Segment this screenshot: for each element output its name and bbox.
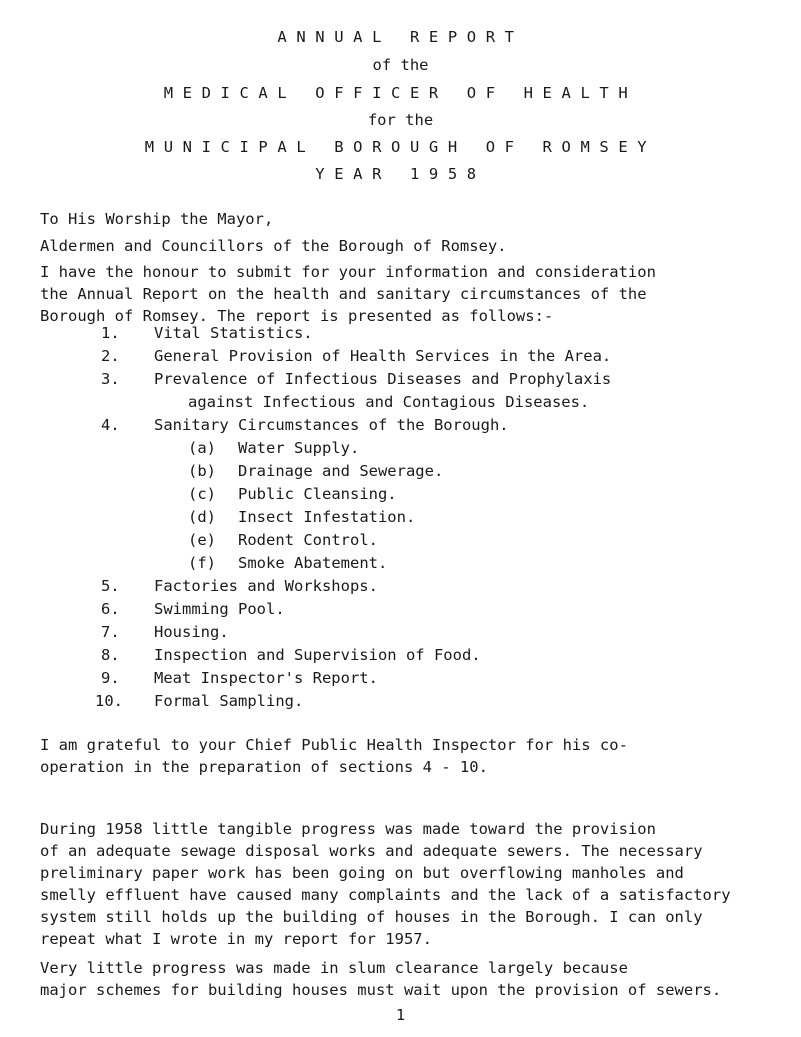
title-for-the: for the xyxy=(367,111,434,129)
list-item: 1. Vital Statistics. xyxy=(101,324,313,342)
salutation-line-1: To His Worship the Mayor, xyxy=(40,210,274,228)
progress-paragraph: During 1958 little tangible progress was made toward the provision of an adequate sewage disposal works and adequate sewers. The necessary preliminary paper work has been going on but overflowing manholes and smelly effluent have caused many complaints and the lack of a satisfactory system still holds up the building of houses in the Borough. I can only repeat what I wrote in my report for 1957. xyxy=(40,820,731,948)
salutation-line-2: Aldermen and Councillors of the Borough of Romsey. xyxy=(40,237,507,255)
list-item: 5. Factories and Workshops. xyxy=(101,577,378,595)
list-item: 9. Meat Inspector's Report. xyxy=(101,669,378,687)
list-item: 7. Housing. xyxy=(101,623,229,641)
page-number: 1 xyxy=(395,1006,406,1024)
slum-clearance-paragraph: Very little progress was made in slum clearance largely because major schemes for building houses must wait upon the provision of sewers. xyxy=(40,959,722,999)
list-subitem: (b) Drainage and Sewerage. xyxy=(188,462,444,480)
list-subitem: (e) Rodent Control. xyxy=(188,531,378,549)
list-item: 3. Prevalence of Infectious Diseases and Prophylaxis xyxy=(101,370,612,388)
list-subitem: (a) Water Supply. xyxy=(188,439,360,457)
list-item-continuation: against Infectious and Contagious Diseases. xyxy=(188,393,590,411)
intro-paragraph: I have the honour to submit for your information and consideration the Annual Report on the health and sanitary circumstances of the Borough of Romsey. The report is presented as follows:- xyxy=(40,263,656,325)
list-item: 6. Swimming Pool. xyxy=(101,600,285,618)
list-item: 8. Inspection and Supervision of Food. xyxy=(101,646,481,664)
title-year: YEAR 1958 xyxy=(315,165,486,183)
list-subitem: (f) Smoke Abatement. xyxy=(188,554,388,572)
title-medical-officer: MEDICAL OFFICER OF HEALTH xyxy=(163,84,638,102)
title-municipal-borough: MUNICIPAL BOROUGH OF ROMSEY xyxy=(144,138,657,156)
gratitude-paragraph: I am grateful to your Chief Public Health Inspector for his co- operation in the preparation of sections 4 - 10. xyxy=(40,736,628,776)
title-of-the: of the xyxy=(372,56,429,74)
list-item: 4. Sanitary Circumstances of the Borough. xyxy=(101,416,509,434)
list-item: 10. Formal Sampling. xyxy=(95,692,304,710)
list-item: 2. General Provision of Health Services in the Area. xyxy=(101,347,612,365)
title-annual-report: ANNUAL REPORT xyxy=(277,28,524,46)
list-subitem: (c) Public Cleansing. xyxy=(188,485,397,503)
list-subitem: (d) Insect Infestation. xyxy=(188,508,416,526)
